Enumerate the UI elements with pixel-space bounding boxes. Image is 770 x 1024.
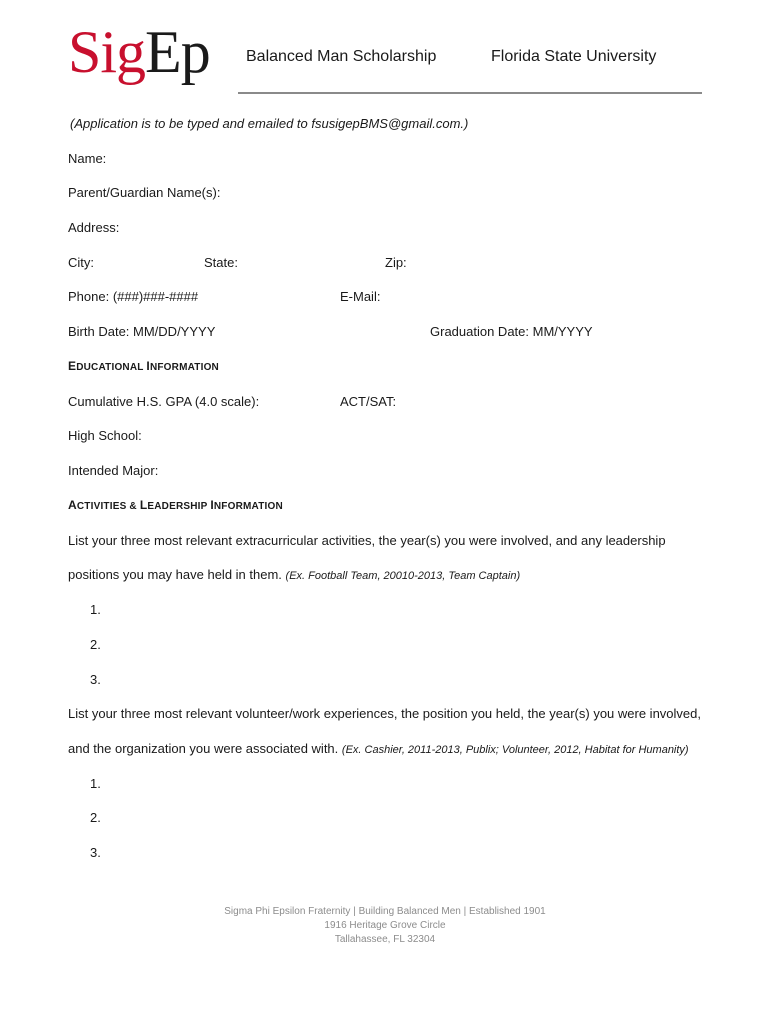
activity-item-3: 3. <box>90 672 101 687</box>
sec-edu-cap-i: I <box>146 359 150 373</box>
field-high-school: High School: <box>68 428 142 443</box>
sigep-logo <box>68 20 210 84</box>
field-graduation-date: Graduation Date: MM/YYYY <box>430 324 593 339</box>
volunteer-item-2: 2. <box>90 810 101 825</box>
activities-instruction-line1: List your three most relevant extracurricular activities, the year(s) you were involved, and any leadership <box>68 533 666 548</box>
field-phone: Phone: (###)###-#### <box>68 289 199 304</box>
section-activities-leadership <box>68 498 283 512</box>
logo-sig: Sig <box>68 19 146 85</box>
footer-line-3: Tallahassee, FL 32304 <box>334 934 436 945</box>
sec-act-cap-a: A <box>68 498 77 512</box>
sec-act-cap-l: L <box>139 498 148 512</box>
field-gpa: Cumulative H.S. GPA (4.0 scale): <box>68 394 260 409</box>
activity-item-2: 2. <box>90 637 101 652</box>
field-intended-major: Intended Major: <box>68 463 159 478</box>
sec-act-cap-i: I <box>210 498 214 512</box>
volunteer-item-3: 3. <box>90 845 101 860</box>
field-city: City: <box>68 255 94 270</box>
sec-act-r1: CTIVITIES & <box>76 501 140 512</box>
sec-act-r2: EADERSHIP <box>147 501 211 512</box>
volunteer-item-1: 1. <box>90 776 101 791</box>
volunteer-example: (Ex. Cashier, 2011-2013, Publix; Volunteer, 2012, Habitat for Humanity) <box>341 744 689 756</box>
intro-note: (Application is to be typed and emailed to fsusigepBMS@gmail.com.) <box>70 116 469 131</box>
field-parent: Parent/Guardian Name(s): <box>68 185 221 200</box>
field-state: State: <box>204 255 238 270</box>
volunteer-instruction-line2 <box>68 741 689 756</box>
footer-line-2: 1916 Heritage Grove Circle <box>324 920 446 931</box>
activity-item-1: 1. <box>90 602 101 617</box>
sec-act-r3: NFORMATION <box>213 501 283 512</box>
field-birth-date: Birth Date: MM/DD/YYYY <box>68 324 216 339</box>
header-title-left: Balanced Man Scholarship <box>246 48 437 65</box>
activities-line2-text: positions you may have held in them. <box>68 567 282 582</box>
field-name: Name: <box>68 151 107 166</box>
section-educational-information <box>68 359 219 373</box>
sec-edu-cap-e: E <box>68 359 77 373</box>
header-rule <box>238 92 702 94</box>
activities-example: (Ex. Football Team, 20010-2013, Team Captain) <box>285 570 521 582</box>
volunteer-instruction-line1: List your three most relevant volunteer/work experiences, the position you held, the year(s) you were involved, <box>68 706 701 721</box>
field-address: Address: <box>68 220 120 235</box>
sec-edu-rest2: NFORMATION <box>149 362 219 373</box>
field-zip: Zip: <box>385 255 407 270</box>
footer-line-1: Sigma Phi Epsilon Fraternity | Building Balanced Men | Established 1901 <box>224 906 546 917</box>
activities-instruction-line2 <box>68 567 520 582</box>
sec-edu-rest1: DUCATIONAL <box>76 362 147 373</box>
field-act-sat: ACT/SAT: <box>340 394 397 409</box>
field-email: E-Mail: <box>340 289 381 304</box>
logo-ep: Ep <box>145 19 210 85</box>
volunteer-line2-text: and the organization you were associated with. <box>68 741 339 756</box>
header-title-right: Florida State University <box>491 48 657 65</box>
